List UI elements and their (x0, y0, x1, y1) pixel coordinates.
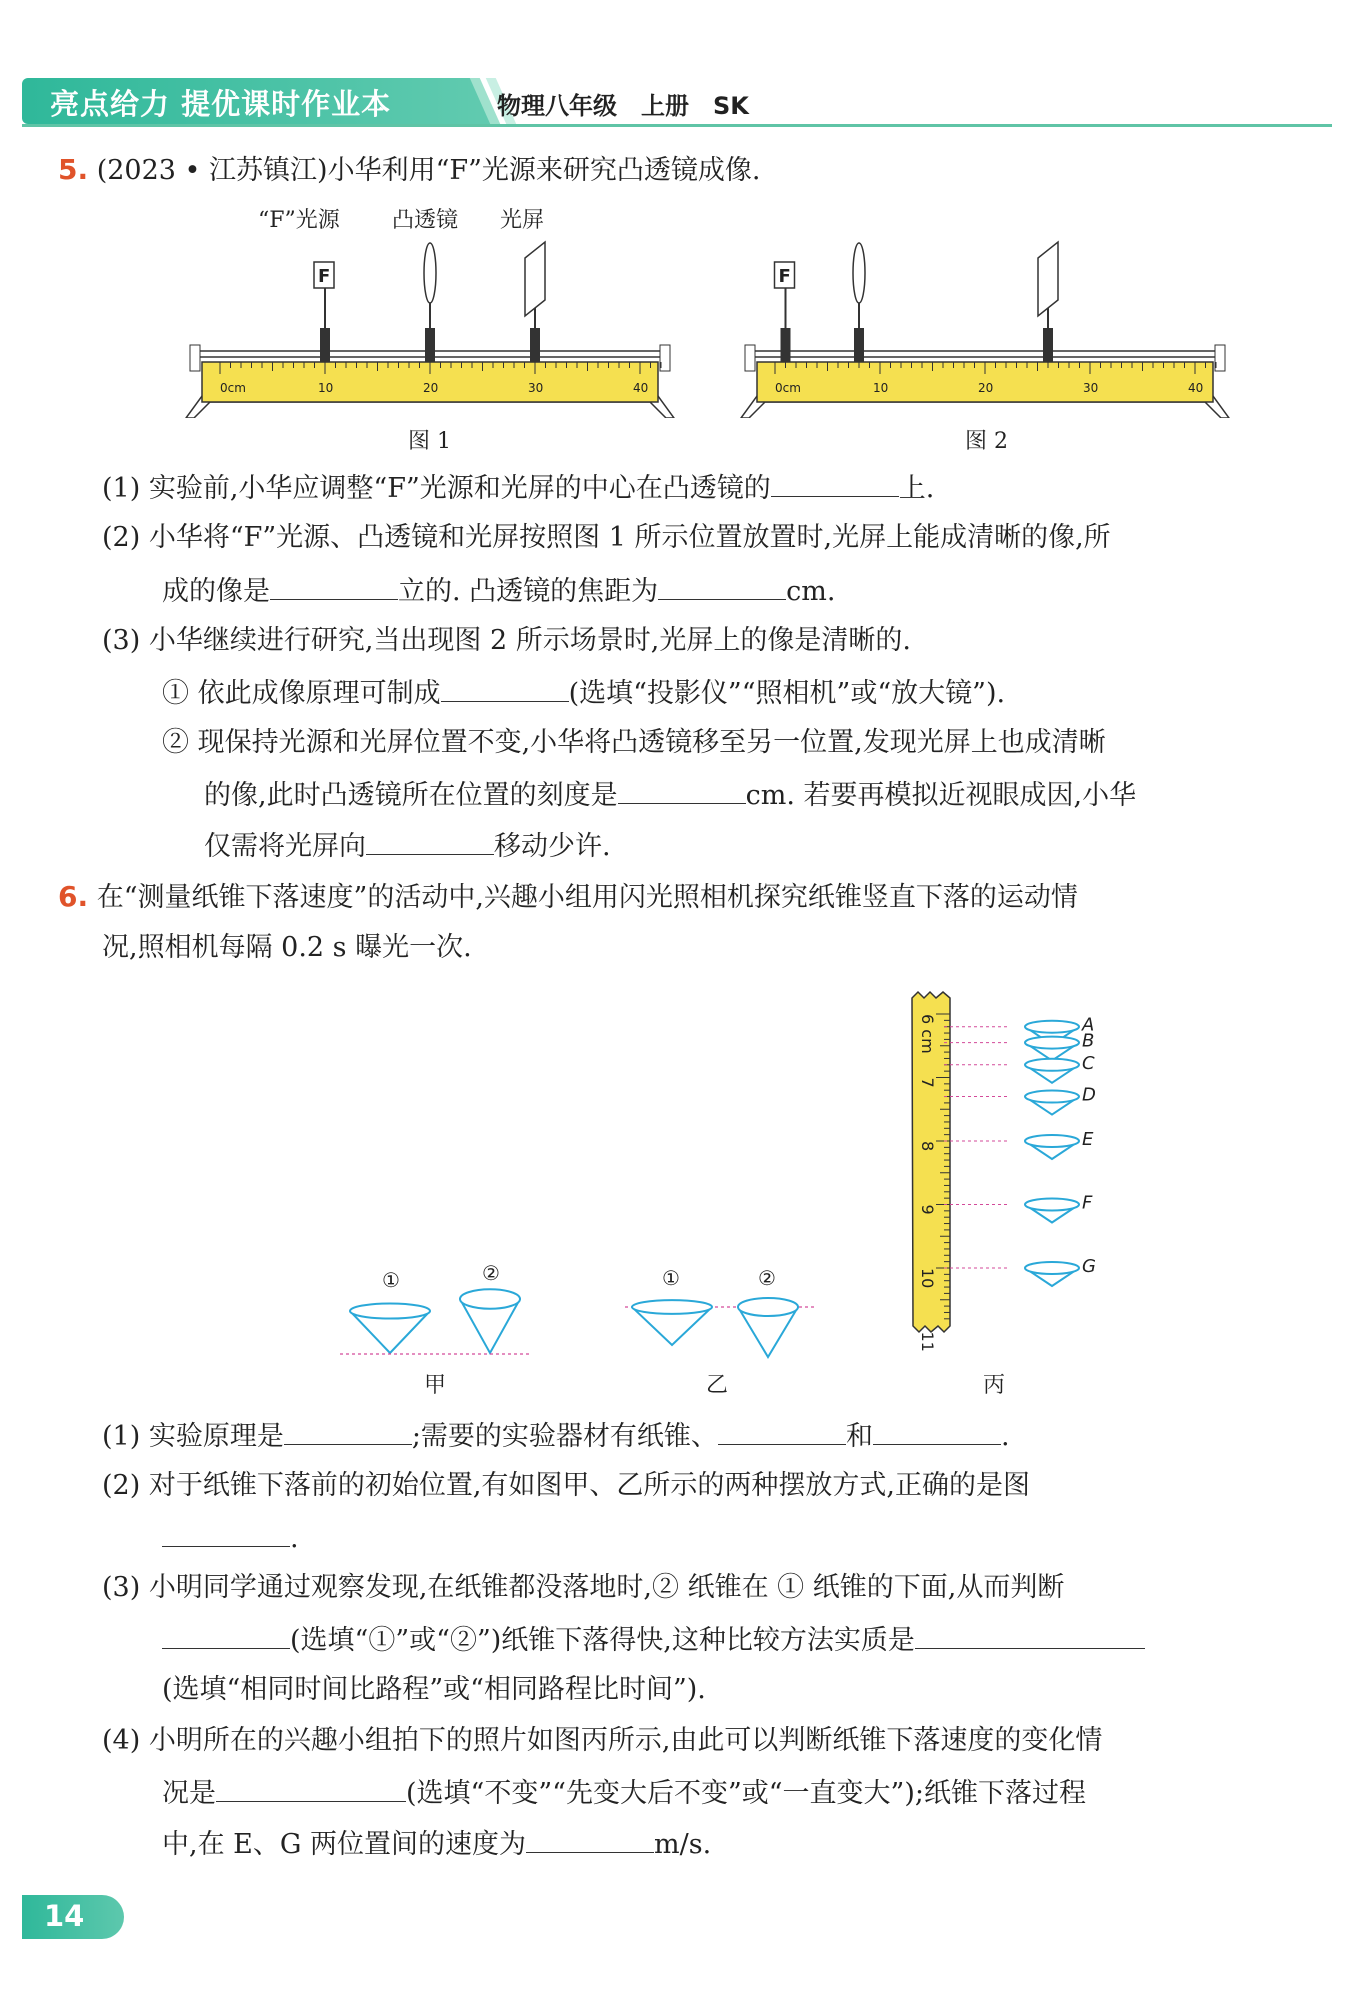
ruler-tick-label: 40 (633, 381, 649, 395)
ruler-label: 6 cm (918, 1014, 937, 1054)
cone-position-E (1025, 1135, 1079, 1159)
q6-stem: 在“测量纸锥下落速度”的活动中,兴趣小组用闪光照相机探究纸锥竖直下落的运动情 (96, 882, 1078, 913)
q6-part4-text-end: m/s. (654, 1829, 712, 1860)
ruler-tick-label: 40 (1188, 381, 1204, 395)
cone-2 (738, 1298, 798, 1357)
q5-part2-text-end: cm. (786, 576, 836, 607)
q5-part3-text-end: 移动少许. (494, 831, 611, 862)
ruler-tick-label: 20 (978, 381, 994, 395)
ruler-tick-label: 20 (423, 381, 439, 395)
source-holder (781, 328, 791, 362)
answer-blank[interactable] (216, 1775, 406, 1802)
cone-position-F (1025, 1199, 1079, 1223)
ruler-tick-label: 10 (318, 381, 334, 395)
q6-part1-text-mid: ;需要的实验器材有纸锥、 (411, 1421, 718, 1452)
q5-part3-text: 仅需将光屏向 (204, 831, 366, 862)
cone-figure-jia (330, 1255, 540, 1365)
cone-rim (1025, 1199, 1079, 1211)
answer-blank[interactable] (284, 1418, 412, 1445)
cone-rim (738, 1298, 798, 1316)
q6-number: 6. (58, 880, 89, 913)
position-label: D (1082, 1084, 1096, 1106)
ruler-tick-label: 30 (1083, 381, 1099, 395)
book-title: 亮点给力 提优课时作业本 (50, 87, 392, 121)
cone-position-B (1025, 1037, 1079, 1061)
cone-label-2: ② (758, 1266, 776, 1290)
page-header (22, 78, 1332, 128)
q5-part3-text: 的像,此时凸透镜所在位置的刻度是 (204, 780, 618, 811)
light-screen (1038, 242, 1058, 316)
q6-part4-text-mid: (选填“不变”“先变大后不变”或“一直变大”);纸锥下落过程 (406, 1778, 1086, 1809)
q5-part3-text: ① 依此成像原理可制成 (162, 678, 441, 709)
q5-part2-text-mid: 立的. 凸透镜的焦距为 (398, 576, 659, 607)
cone-rim (1025, 1091, 1079, 1103)
optical-bench-figure-1 (180, 228, 680, 418)
book-subtitle: 物理八年级 上册 SK (497, 92, 749, 120)
answer-blank[interactable] (366, 828, 494, 855)
q6-part2-text-end: . (290, 1523, 299, 1554)
q6-part3-text: (选填“①”或“②”)纸锥下落得快,这种比较方法实质是 (290, 1625, 915, 1656)
q6-part1-text: (1) 实验原理是 (102, 1421, 284, 1452)
answer-blank[interactable] (658, 573, 786, 600)
figure-2-caption: 图 2 (965, 429, 1008, 454)
ruler-label: 11 (918, 1331, 937, 1352)
q5-stem: (2023 • 江苏镇江)小华利用“F”光源来研究凸透镜成像. (96, 155, 761, 186)
cone-figure-yi (620, 1255, 820, 1365)
cone-rim (1025, 1262, 1079, 1274)
answer-blank[interactable] (718, 1418, 846, 1445)
figure-jia-caption: 甲 (424, 1373, 447, 1398)
cone-2 (460, 1289, 520, 1353)
figure-bing-caption: 丙 (983, 1373, 1006, 1398)
label-lens: 凸透镜 (392, 208, 459, 233)
label-screen: 光屏 (500, 208, 545, 233)
q5-part1-text-end: 上. (898, 473, 935, 504)
convex-lens (424, 243, 436, 303)
cone-position-D (1025, 1091, 1079, 1115)
cone-1 (632, 1300, 712, 1345)
q5-part2-line2 (162, 573, 835, 609)
q6-stem-line1 (58, 880, 1078, 915)
position-label: A (1082, 1014, 1095, 1036)
answer-blank[interactable] (270, 573, 398, 600)
answer-blank[interactable] (441, 675, 569, 702)
cone-rim (632, 1300, 712, 1314)
answer-blank[interactable] (162, 1622, 290, 1649)
cone-label-1: ① (662, 1266, 680, 1290)
q5-part3-line2 (162, 675, 1005, 711)
answer-blank[interactable] (915, 1622, 1145, 1649)
light-screen (525, 242, 545, 316)
cone-label-2: ② (482, 1261, 500, 1285)
q6-part1-text-end: . (1000, 1421, 1010, 1452)
ruler-label: 8 (918, 1141, 937, 1152)
q6-part1-text-and: 和 (845, 1421, 873, 1452)
q5-part3-line4 (204, 777, 1136, 813)
q6-part3-line1: (3) 小明同学通过观察发现,在纸锥都没落地时,② 纸锥在 ① 纸锥的下面,从而判断 (102, 1572, 1065, 1603)
ruler-tick-label: 10 (873, 381, 889, 395)
figure-1-caption: 图 1 (408, 429, 451, 454)
position-label: F (1082, 1192, 1093, 1214)
q6-part4-text: 中,在 E、G 两位置间的速度为 (162, 1829, 527, 1860)
f-glyph: F (318, 266, 331, 287)
ruler-label: 10 (918, 1268, 937, 1289)
q6-part2-line2 (162, 1520, 299, 1556)
q5-part2-text: 成的像是 (162, 576, 270, 607)
q6-part4-text: 况是 (162, 1778, 216, 1809)
cone-rim (1025, 1135, 1079, 1147)
figure-yi-caption: 乙 (706, 1373, 729, 1398)
screen-holder (1043, 328, 1053, 362)
q5-part3-line1: (3) 小华继续进行研究,当出现图 2 所示场景时,光屏上的像是清晰的. (102, 625, 911, 656)
source-holder (320, 328, 330, 362)
q5-stem-line (58, 153, 761, 188)
answer-blank[interactable] (873, 1418, 1001, 1445)
lens-holder (854, 328, 864, 362)
cone-position-C (1025, 1059, 1079, 1083)
header-rule (22, 124, 1332, 127)
bench-end-left (190, 345, 200, 371)
answer-blank[interactable] (618, 777, 746, 804)
convex-lens (853, 243, 865, 303)
optical-bench-figure-2 (735, 228, 1235, 418)
q6-part4-line2 (162, 1775, 1086, 1811)
ruler-label: 9 (918, 1204, 937, 1215)
q5-part3-line5 (204, 828, 611, 864)
ruler-label: 7 (918, 1077, 937, 1088)
ruler-tick-label: 30 (528, 381, 544, 395)
ruler-tick-label: 0cm (775, 381, 801, 395)
falling-cone-photo-figure (900, 980, 1120, 1360)
q5-part3-text-end: (选填“投影仪”“照相机”或“放大镜”). (568, 678, 1006, 709)
q6-part4-line3 (162, 1826, 711, 1862)
cone-1 (350, 1303, 430, 1353)
bench-end-left (745, 345, 755, 371)
f-glyph: F (778, 266, 791, 287)
position-label: E (1082, 1129, 1094, 1150)
cone-rim (460, 1289, 520, 1308)
q5-part2-line1: (2) 小华将“F”光源、凸透镜和光屏按照图 1 所示位置放置时,光屏上能成清晰的像,所 (102, 522, 1111, 553)
label-f-source: “F”光源 (258, 208, 340, 233)
cone-position-G (1025, 1262, 1079, 1286)
answer-blank[interactable] (771, 470, 899, 497)
q5-part3-text-mid: cm. 若要再模拟近视眼成因,小华 (745, 780, 1137, 811)
screen-holder (530, 328, 540, 362)
q6-part4-line1: (4) 小明所在的兴趣小组拍下的照片如图丙所示,由此可以判断纸锥下落速度的变化情 (102, 1725, 1103, 1756)
cone-rim (1025, 1059, 1079, 1071)
cone-label-1: ① (382, 1268, 400, 1292)
cone-rim (1025, 1037, 1079, 1049)
q6-part3-line3: (选填“相同时间比路程”或“相同路程比时间”). (162, 1674, 706, 1705)
cone-rim (1025, 1021, 1079, 1033)
ruler-tick-label: 0cm (220, 381, 246, 395)
cone-rim (350, 1303, 430, 1318)
q5-part3-line3: ② 现保持光源和光屏位置不变,小华将凸透镜移至另一位置,发现光屏上也成清晰 (162, 727, 1106, 758)
q6-part3-line2 (162, 1622, 1145, 1658)
answer-blank[interactable] (526, 1826, 654, 1853)
bench-rail (747, 351, 1223, 357)
q6-stem-line2: 况,照相机每隔 0.2 s 曝光一次. (102, 932, 472, 963)
q5-number: 5. (58, 153, 89, 186)
position-label: B (1082, 1030, 1095, 1052)
q6-part1 (102, 1418, 1010, 1454)
page-number: 14 (44, 1899, 85, 1933)
q5-part1-text: (1) 实验前,小华应调整“F”光源和光屏的中心在凸透镜的 (102, 473, 771, 504)
position-label: C (1082, 1052, 1095, 1074)
lens-holder (425, 328, 435, 362)
q6-part2-line1: (2) 对于纸锥下落前的初始位置,有如图甲、乙所示的两种摆放方式,正确的是图 (102, 1470, 1030, 1501)
position-label: G (1082, 1256, 1096, 1277)
q5-part1 (102, 470, 934, 506)
answer-blank[interactable] (162, 1520, 290, 1547)
page-number-tab (22, 1895, 124, 1939)
